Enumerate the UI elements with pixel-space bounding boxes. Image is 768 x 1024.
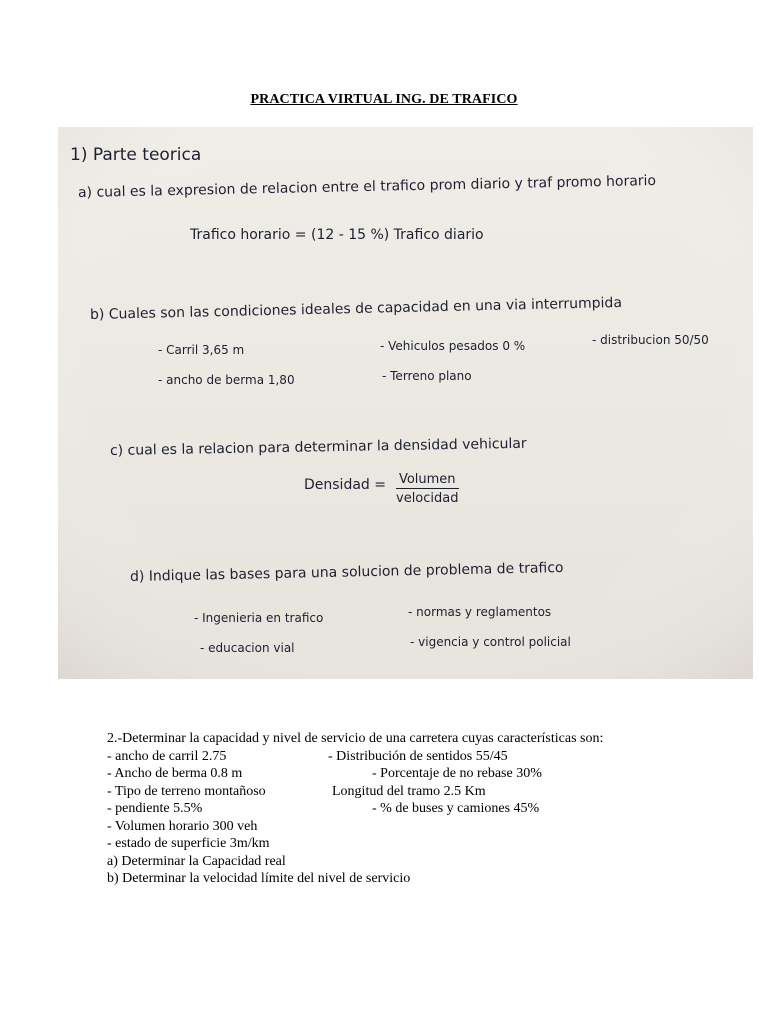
photo-shading bbox=[58, 127, 753, 679]
fraction-numerator: Volumen bbox=[396, 472, 459, 489]
buses-camiones: - % de buses y camiones 45% bbox=[372, 801, 540, 816]
heading-parte-teorica: 1) Parte teorica bbox=[70, 145, 202, 165]
porcentaje-no-rebase: - Porcentaje de no rebase 30% bbox=[372, 766, 542, 781]
b-item-berma: - ancho de berma 1,80 bbox=[158, 373, 295, 387]
question-a: a) cual es la expresion de relacion entre el trafico prom diario y traf promo horario bbox=[77, 172, 657, 201]
answer-a: Trafico horario = (12 - 15 %) Trafico diario bbox=[190, 227, 484, 243]
d-item-normas: - normas y reglamentos bbox=[408, 605, 552, 619]
d-item-ingenieria: - Ingenieria en trafico bbox=[194, 611, 324, 625]
ancho-berma: - Ancho de berma 0.8 m bbox=[107, 766, 243, 781]
longitud-tramo: Longitud del tramo 2.5 Km bbox=[332, 783, 486, 799]
problem-intro: 2.-Determinar la capacidad y nivel de servicio de una carretera cuyas características son: bbox=[107, 731, 604, 746]
question-c: c) cual es la relacion para determinar la densidad vehicular bbox=[109, 435, 527, 459]
tipo-terreno: - Tipo de terreno montañoso bbox=[107, 783, 266, 799]
problem-row-3 bbox=[107, 783, 707, 801]
problem-row-2 bbox=[107, 765, 707, 783]
b-item-terreno: - Terreno plano bbox=[382, 369, 472, 383]
b-item-carril: - Carril 3,65 m bbox=[158, 343, 245, 357]
ancho-carril: - ancho de carril 2.75 bbox=[107, 748, 227, 764]
fraction-denominator: velocidad bbox=[396, 491, 459, 506]
d-item-vigencia: - vigencia y control policial bbox=[410, 635, 571, 649]
b-item-vehiculos: - Vehiculos pesados 0 % bbox=[380, 339, 526, 353]
handwritten-notes-photo bbox=[58, 127, 753, 679]
distribucion-sentidos: - Distribución de sentidos 55/45 bbox=[328, 748, 508, 764]
question-b: b) Cuales son las condiciones ideales de capacidad en una via interrumpida bbox=[89, 294, 623, 323]
problem-row-4 bbox=[107, 800, 707, 818]
volumen-horario: - Volumen horario 300 veh bbox=[107, 818, 258, 834]
densidad-label: Densidad = bbox=[304, 477, 386, 493]
question-capacidad-real: a) Determinar la Capacidad real bbox=[107, 853, 286, 869]
document-title: PRACTICA VIRTUAL ING. DE TRAFICO bbox=[250, 92, 518, 107]
question-velocidad-limite: b) Determinar la velocidad límite del nivel de servicio bbox=[107, 871, 411, 886]
densidad-fraction bbox=[396, 472, 459, 506]
problem-statement bbox=[107, 730, 707, 888]
estado-superficie: - estado de superficie 3m/km bbox=[107, 836, 270, 851]
d-item-educacion: - educacion vial bbox=[200, 641, 295, 655]
question-d: d) Indique las bases para una solucion de problema de trafico bbox=[129, 559, 564, 585]
problem-row-1 bbox=[107, 748, 707, 766]
pendiente: - pendiente 5.5% bbox=[107, 801, 203, 816]
b-item-distribucion: - distribucion 50/50 bbox=[592, 333, 709, 347]
